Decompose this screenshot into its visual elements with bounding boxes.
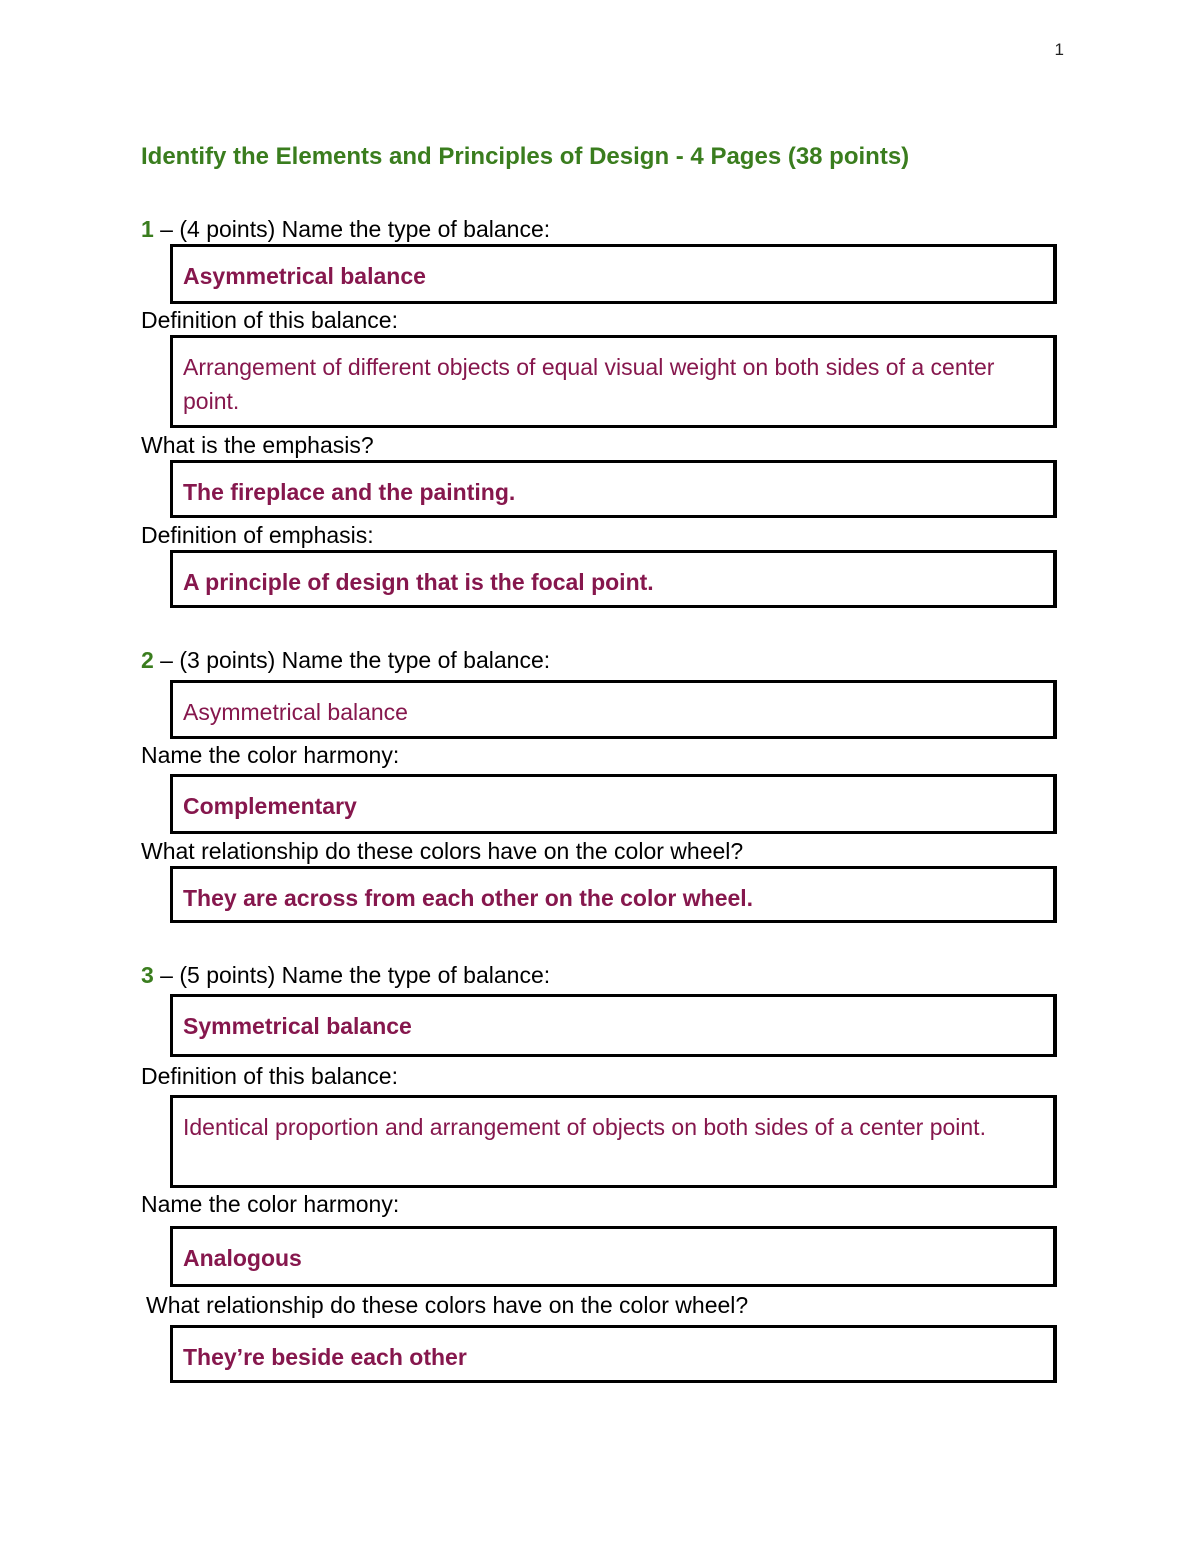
- question-number: 2: [141, 647, 154, 673]
- prompt-emphasis: What is the emphasis?: [141, 432, 374, 458]
- answer-box-balance-definition[interactable]: Identical proportion and arrangement of objects on both sides of a center point.: [170, 1095, 1057, 1188]
- question-prompt: – (5 points) Name the type of balance:: [153, 962, 551, 988]
- answer-box-color-relationship[interactable]: They are across from each other on the color wheel.: [170, 866, 1057, 923]
- question-prompt: – (4 points) Name the type of balance:: [153, 216, 551, 242]
- answer-box-color-harmony[interactable]: Complementary: [170, 774, 1057, 834]
- prompt-definition-emphasis: Definition of emphasis:: [141, 522, 374, 548]
- prompt-color-relationship: What relationship do these colors have on the color wheel?: [146, 1292, 749, 1318]
- answer-box-balance-type[interactable]: Asymmetrical balance: [170, 680, 1057, 739]
- prompt-color-harmony: Name the color harmony:: [141, 742, 400, 768]
- prompt-color-relationship: What relationship do these colors have on the color wheel?: [141, 838, 744, 864]
- prompt-color-harmony: Name the color harmony:: [141, 1191, 400, 1217]
- answer-box-emphasis[interactable]: The fireplace and the painting.: [170, 460, 1057, 518]
- answer-box-emphasis-definition[interactable]: A principle of design that is the focal point.: [170, 550, 1057, 608]
- prompt-definition-balance: Definition of this balance:: [141, 307, 398, 333]
- answer-box-color-relationship[interactable]: They’re beside each other: [170, 1325, 1057, 1383]
- question-prompt: – (3 points) Name the type of balance:: [153, 647, 551, 673]
- answer-box-balance-type[interactable]: Asymmetrical balance: [170, 244, 1057, 304]
- answer-box-color-harmony[interactable]: Analogous: [170, 1226, 1057, 1287]
- question-1-header: [141, 214, 550, 244]
- page-title: Identify the Elements and Principles of Design - 4 Pages (38 points): [141, 143, 910, 170]
- question-2-header: [141, 645, 550, 675]
- question-number: 3: [141, 962, 154, 988]
- prompt-definition-balance: Definition of this balance:: [141, 1063, 398, 1089]
- page-number: 1: [1054, 40, 1064, 59]
- answer-box-balance-type[interactable]: Symmetrical balance: [170, 994, 1057, 1057]
- question-number: 1: [141, 216, 154, 242]
- question-3-header: [141, 960, 550, 990]
- answer-box-balance-definition[interactable]: Arrangement of different objects of equal visual weight on both sides of a center point.: [170, 335, 1057, 428]
